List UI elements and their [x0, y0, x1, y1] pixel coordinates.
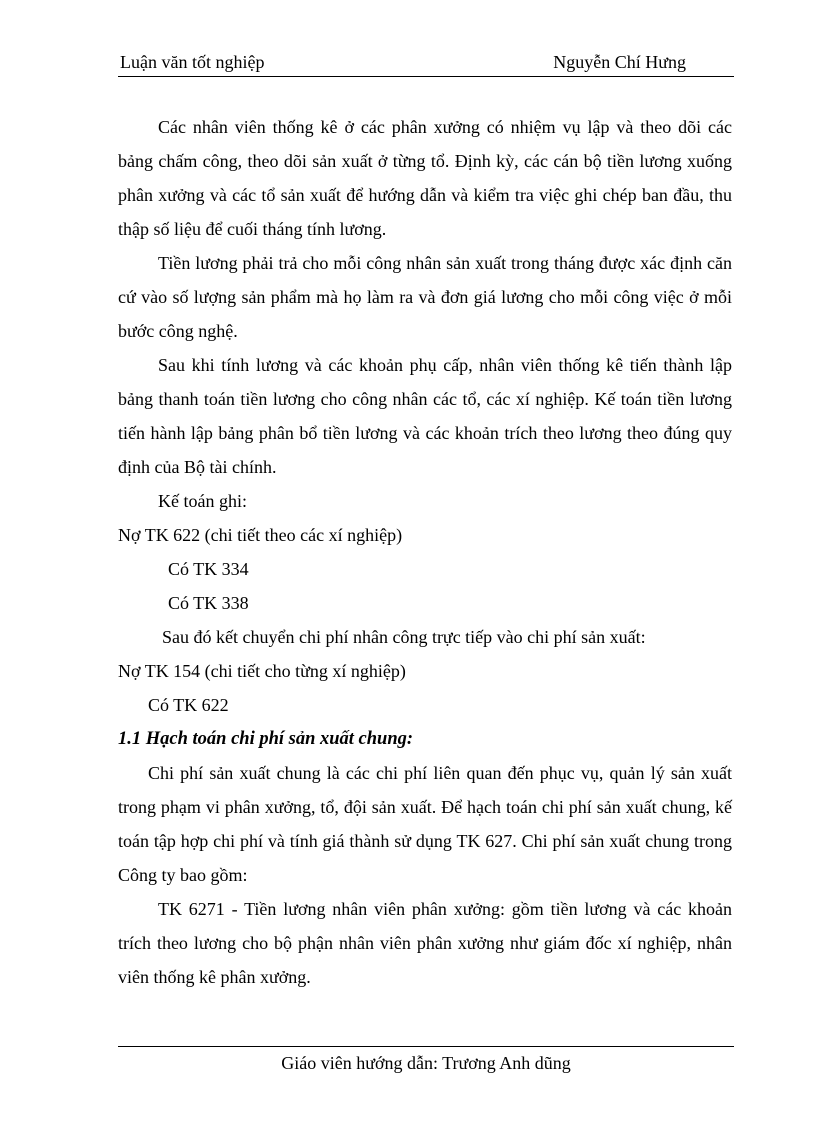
entry-credit-334: Có TK 334 [168, 559, 249, 579]
entry-credit-622: Có TK 622 [148, 695, 229, 715]
entry-debit-154: Nợ TK 154 (chi tiết cho từng xí nghiệp) [118, 661, 406, 681]
paragraph-statistics-staff: Các nhân viên thống kê ở các phân xưởng có nhiệm vụ lập và theo dõi các bảng chấm công, theo dõi sản xuất ở từng tổ. Định kỳ, các cán bộ tiền lương xuống phân xưởng và các tổ sản xuất để hướng dẫn và kiểm tra việc ghi chép ban đầu, thu thập số liệu để cuối tháng tính lương. [118, 117, 732, 239]
page-footer [118, 1046, 734, 1074]
footer-supervisor: Giáo viên hướng dẫn: Trương Anh dũng [281, 1053, 571, 1073]
paragraph-overhead-definition: Chi phí sản xuất chung là các chi phí liên quan đến phục vụ, quản lý sản xuất trong phạm vi phân xưởng, tổ, đội sản xuất. Để hạch toán chi phí sản xuất chung, kế toán tập hợp chi phí và tính giá thành sử dụng TK 627. Chi phí sản xuất chung trong Công ty bao gồm: [118, 763, 732, 885]
paragraph-wage-payable: Tiền lương phải trả cho mỗi công nhân sản xuất trong tháng được xác định căn cứ vào số lượng sản phẩm mà họ làm ra và đơn giá lương cho mỗi công việc ở mỗi bước công nghệ. [118, 253, 732, 341]
page-header [118, 52, 734, 77]
entry-credit-338: Có TK 338 [168, 593, 249, 613]
section-heading: 1.1 Hạch toán chi phí sản xuất chung: [118, 729, 414, 749]
paragraph-payroll-table: Sau khi tính lương và các khoản phụ cấp, nhân viên thống kê tiến thành lập bảng thanh toán tiền lương cho công nhân các tổ, các xí nghiệp. Kế toán tiền lương tiến hành lập bảng phân bổ tiền lương và các khoản trích theo lương theo đúng quy định của Bộ tài chính. [118, 355, 732, 477]
entry-ke-toan-ghi: Kế toán ghi: [158, 491, 247, 511]
header-thesis-title: Luận văn tốt nghiệp [120, 52, 265, 72]
header-author-name: Nguyễn Chí Hưng [553, 52, 686, 72]
entry-ket-chuyen: Sau đó kết chuyển chi phí nhân công trực tiếp vào chi phí sản xuất: [162, 627, 646, 647]
entry-debit-622: Nợ TK 622 (chi tiết theo các xí nghiệp) [118, 525, 403, 545]
page-body [118, 110, 732, 994]
paragraph-tk-6271: TK 6271 - Tiền lương nhân viên phân xưởng: gồm tiền lương và các khoản trích theo lương cho bộ phận nhân viên phân xưởng như giám đốc xí nghiệp, nhân viên thống kê phân xưởng. [118, 899, 732, 987]
